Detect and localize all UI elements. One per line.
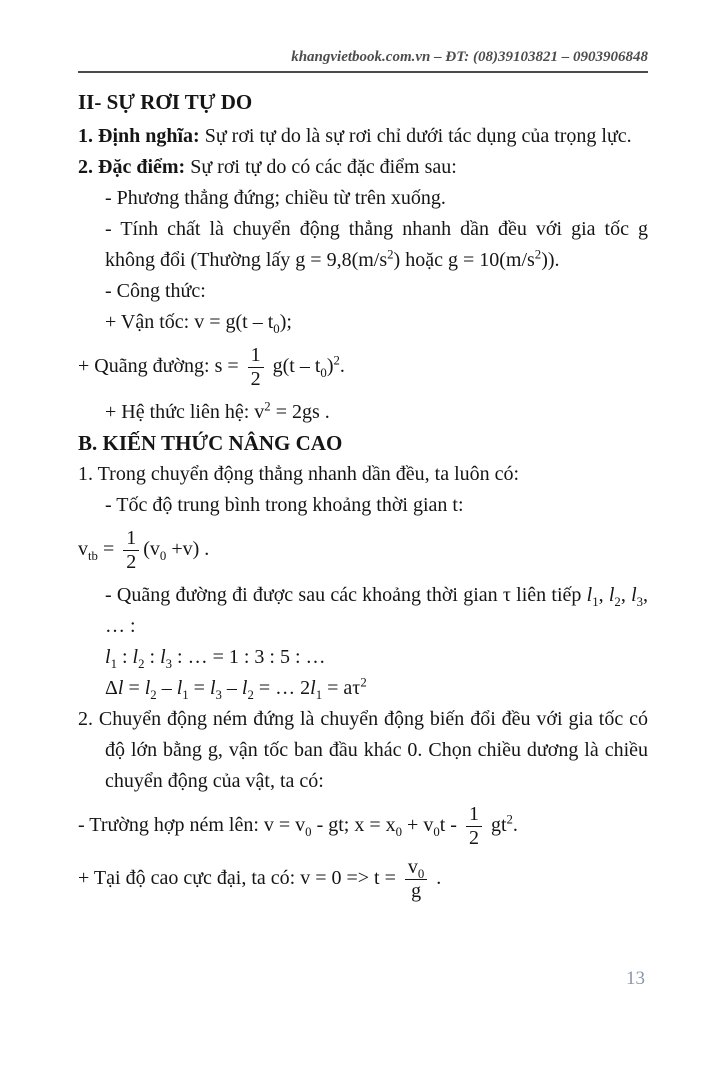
relation-formula-line: + Hệ thức liên hệ: $v^2 = 2gs$ . [105,399,330,423]
header-divider [78,71,648,73]
distance-intervals-line: - Quãng đường đi được sau các khoảng thời gian τ liên tiếp $l_1$, $l_2$, $l_3$, … : [105,584,649,637]
formula-prefix: $v_{tb}$ = [78,538,120,564]
delta-line: $\Delta l = l_2 - l_1 = l_3 - l_2$ = … $2l_1 = a\tau^2$ [105,675,367,702]
velocity-formula-line: + Vận tốc: $v = g(t - t_0)$; [105,311,292,336]
formula-suffix: $g(t - t_0)^2$. [267,353,345,381]
definition-paragraph [78,121,648,152]
page-number: 13 [626,968,645,989]
fraction [123,527,139,574]
fraction-numerator: 1 [468,803,479,825]
formulas-label-line: - Công thức: [105,280,206,302]
advanced-item-1: 1. Trong chuyển động thẳng nhanh dần đều, ta luôn có: [78,463,520,485]
fraction-numerator: 1 [250,344,261,366]
fraction [466,803,482,850]
max-height-formula-line [78,856,648,903]
fraction [248,344,264,391]
distance-formula-line [78,344,648,391]
characteristics-text: Sự rơi tự do có các đặc điểm sau: [185,156,457,178]
fraction-denominator: 2 [466,826,482,850]
advanced-item-2: 2. Chuyển động ném đứng là chuyển động biến đổi đều với gia tốc có độ lớn bằng g, vận tốc ban đầu khác 0. Chọn chiều dương là chiều chuyển động của vật, ta có: [78,708,648,792]
section-title: II- SỰ RƠI TỰ DO [78,90,253,114]
page-header [78,48,648,71]
formula-suffix: $gt^2$. [485,812,518,837]
fraction [405,856,427,903]
fraction-denominator: 2 [123,550,139,574]
definition-text: Sự rơi tự do là sự rơi chỉ dưới tác dụng của trọng lực. [199,125,632,147]
throw-up-formula-line [78,803,648,850]
average-speed-line: - Tốc độ trung bình trong khoảng thời gian t: [105,494,464,516]
definition-label: 1. Định nghĩa: [78,125,200,147]
formula-suffix: $(v_0 +v)$ . [143,538,210,564]
characteristics-paragraph [78,152,648,183]
header-site-info: khangvietbook.com.vn – ĐT: (08)39103821 – 0903906848 [291,49,648,65]
document-content [78,86,648,903]
fraction-numerator: $v_0$ [407,856,425,881]
formula-prefix: + Quãng đường: s = [78,355,244,378]
characteristics-label: 2. Đặc điểm: [78,156,186,178]
formula-prefix: + Tại độ cao cực đại, ta có: v = 0 => t = [78,867,401,890]
formula-suffix: . [431,867,442,890]
fraction-numerator: 1 [126,527,137,549]
advanced-section-title: B. KIẾN THỨC NÂNG CAO [78,431,343,455]
formula-prefix: - Trường hợp ném lên: $v = v_0$ - gt; $x = x_0 + v_0t$ - [78,814,462,840]
direction-line: - Phương thẳng đứng; chiều từ trên xuống. [105,187,446,209]
ratio-line: $l_1$ : $l_2$ : $l_3$ : … = 1 : 3 : 5 : … [105,646,326,671]
vtb-formula-line [78,527,648,574]
fraction-denominator: g [405,879,427,903]
fraction-denominator: 2 [248,367,264,391]
nature-line: - Tính chất là chuyển động thẳng nhanh dần đều với gia tốc g không đổi (Thường lấy $g = 9,8(m/s^2)$ hoặc $g = 10(m/s^2)$). [105,218,648,271]
